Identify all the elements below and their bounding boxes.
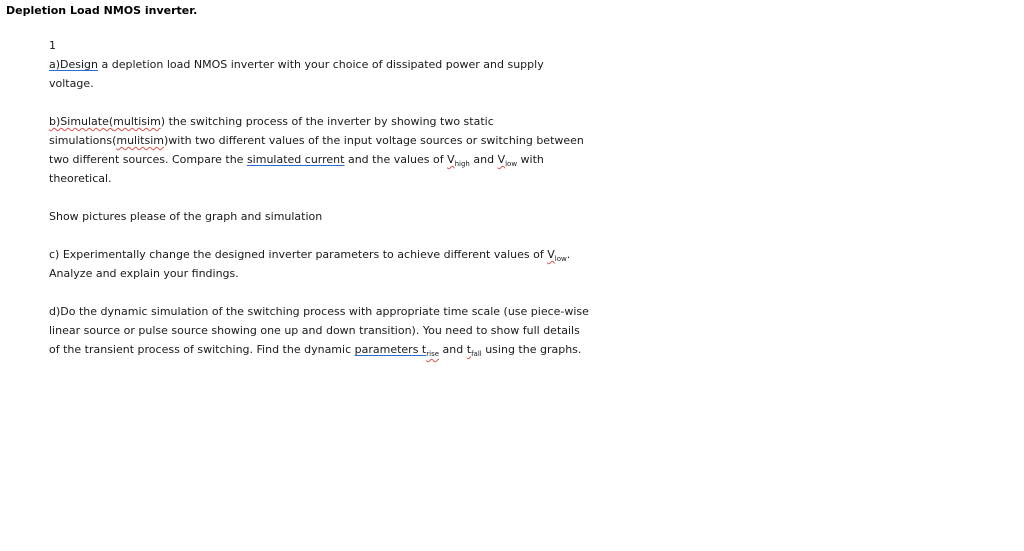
part-d-text-3: using the graphs. xyxy=(481,343,582,356)
spacer xyxy=(49,283,589,302)
part-d-text-2: and xyxy=(439,343,467,356)
part-c-text-2: . Analyze and explain your findings. xyxy=(49,248,571,280)
part-b-paragraph xyxy=(49,112,589,188)
part-c-paragraph xyxy=(49,245,589,283)
part-b-mulitsim: mulitsim xyxy=(116,134,164,147)
part-a-text: a depletion load NMOS inverter with your choice of dissipated power and supply voltage. xyxy=(49,58,544,90)
spacer xyxy=(49,188,589,207)
part-b-simulate: b)Simulate( xyxy=(49,115,114,128)
spacer xyxy=(49,226,589,245)
v-symbol: V xyxy=(547,248,555,261)
v-low-subscript: low xyxy=(505,160,518,169)
part-b-text-5: with theoretical. xyxy=(49,153,544,185)
t-symbol: t xyxy=(466,343,472,356)
item-number: 1 xyxy=(49,39,56,52)
part-d-t-rise xyxy=(354,343,440,359)
v-symbol: V xyxy=(497,153,506,166)
rise-subscript: rise xyxy=(426,350,440,359)
part-b-text-4: and xyxy=(469,153,498,166)
parameters-text: parameters t xyxy=(354,343,427,356)
part-d-paragraph xyxy=(49,302,589,359)
fall-subscript: fall xyxy=(471,350,482,359)
part-b-v-low xyxy=(497,153,518,169)
part-d-t-fall xyxy=(466,343,482,359)
spacer xyxy=(49,93,589,112)
part-b-text-1: ) the switching process of the inverter by showing two static simulations( xyxy=(49,115,494,147)
v-symbol: V xyxy=(447,153,455,166)
v-high-subscript: high xyxy=(454,160,470,169)
part-b-text-2: )with two different values of the input voltage sources or switching between two different sources. Compare the xyxy=(49,134,584,166)
part-c-text-1: c) Experimentally change the designed inverter parameters to achieve different values of xyxy=(49,248,548,261)
part-b-simulated-current: simulated current xyxy=(246,153,345,166)
part-b-text-3: and the values of xyxy=(344,153,448,166)
part-a-paragraph xyxy=(49,55,589,93)
part-b-multisim: multisim xyxy=(113,115,161,128)
document-body xyxy=(49,36,589,359)
document-title: Depletion Load NMOS inverter. xyxy=(6,4,198,17)
part-c-v-low xyxy=(547,248,567,264)
part-a-label: a)Design xyxy=(49,58,99,71)
part-b-v-high xyxy=(447,153,470,169)
part-d-text-1: d)Do the dynamic simulation of the switching process with appropriate time scale (use piece-wise linear source or pulse source showing one up and down transition). You need to show full details of the transient process of switching. Find the dynamic xyxy=(49,305,589,356)
v-low-subscript: low xyxy=(554,255,567,264)
show-pictures-paragraph: Show pictures please of the graph and simulation xyxy=(49,210,323,223)
